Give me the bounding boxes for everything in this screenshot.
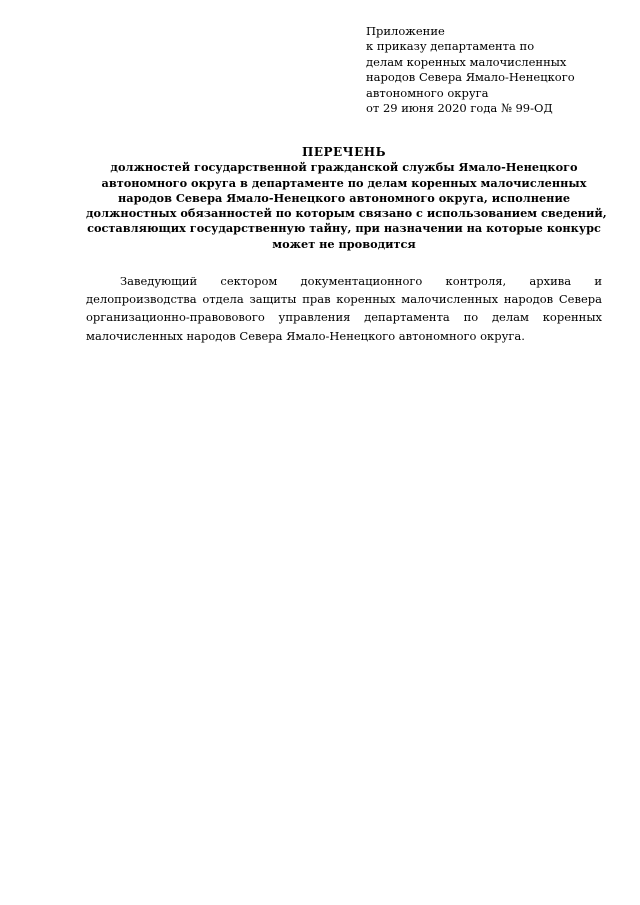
body-line: малочисленных народов Севера Ямало-Ненецкого автономного округа. <box>86 328 525 343</box>
attachment-line: народов Севера Ямало-Ненецкого <box>366 70 575 85</box>
subtitle-line: составляющих государственную тайну, при назначении на которые конкурс <box>87 221 601 236</box>
attachment-header <box>366 24 616 116</box>
position-description <box>86 272 602 345</box>
body-line: организационно-правовового управления департамента по делам коренных <box>86 310 602 325</box>
subtitle-line: народов Севера Ямало-Ненецкого автономного округа, исполнение <box>117 190 571 205</box>
subtitle-line: должностных обязанностей по которым связано с использованием сведений, <box>86 206 607 221</box>
subtitle-line: может не проводится <box>272 236 416 251</box>
document-title: ПЕРЕЧЕНЬ <box>302 145 386 159</box>
attachment-line: к приказу департамента по <box>366 39 535 54</box>
attachment-line: Приложение <box>366 24 445 38</box>
attachment-line: от 29 июня 2020 года № 99-ОД <box>366 101 553 116</box>
attachment-line: делам коренных малочисленных <box>366 54 567 69</box>
document-heading <box>86 145 607 252</box>
body-line: делопроизводства отдела защиты прав коренных малочисленных народов Севера <box>86 292 602 307</box>
attachment-line: автономного округа <box>366 85 489 100</box>
subtitle-line: автономного округа в департаменте по делам коренных малочисленных <box>101 175 587 190</box>
subtitle-line: должностей государственной гражданской службы Ямало-Ненецкого <box>110 160 578 175</box>
body-line: Заведующий сектором документационного контроля, архива и <box>120 274 602 288</box>
